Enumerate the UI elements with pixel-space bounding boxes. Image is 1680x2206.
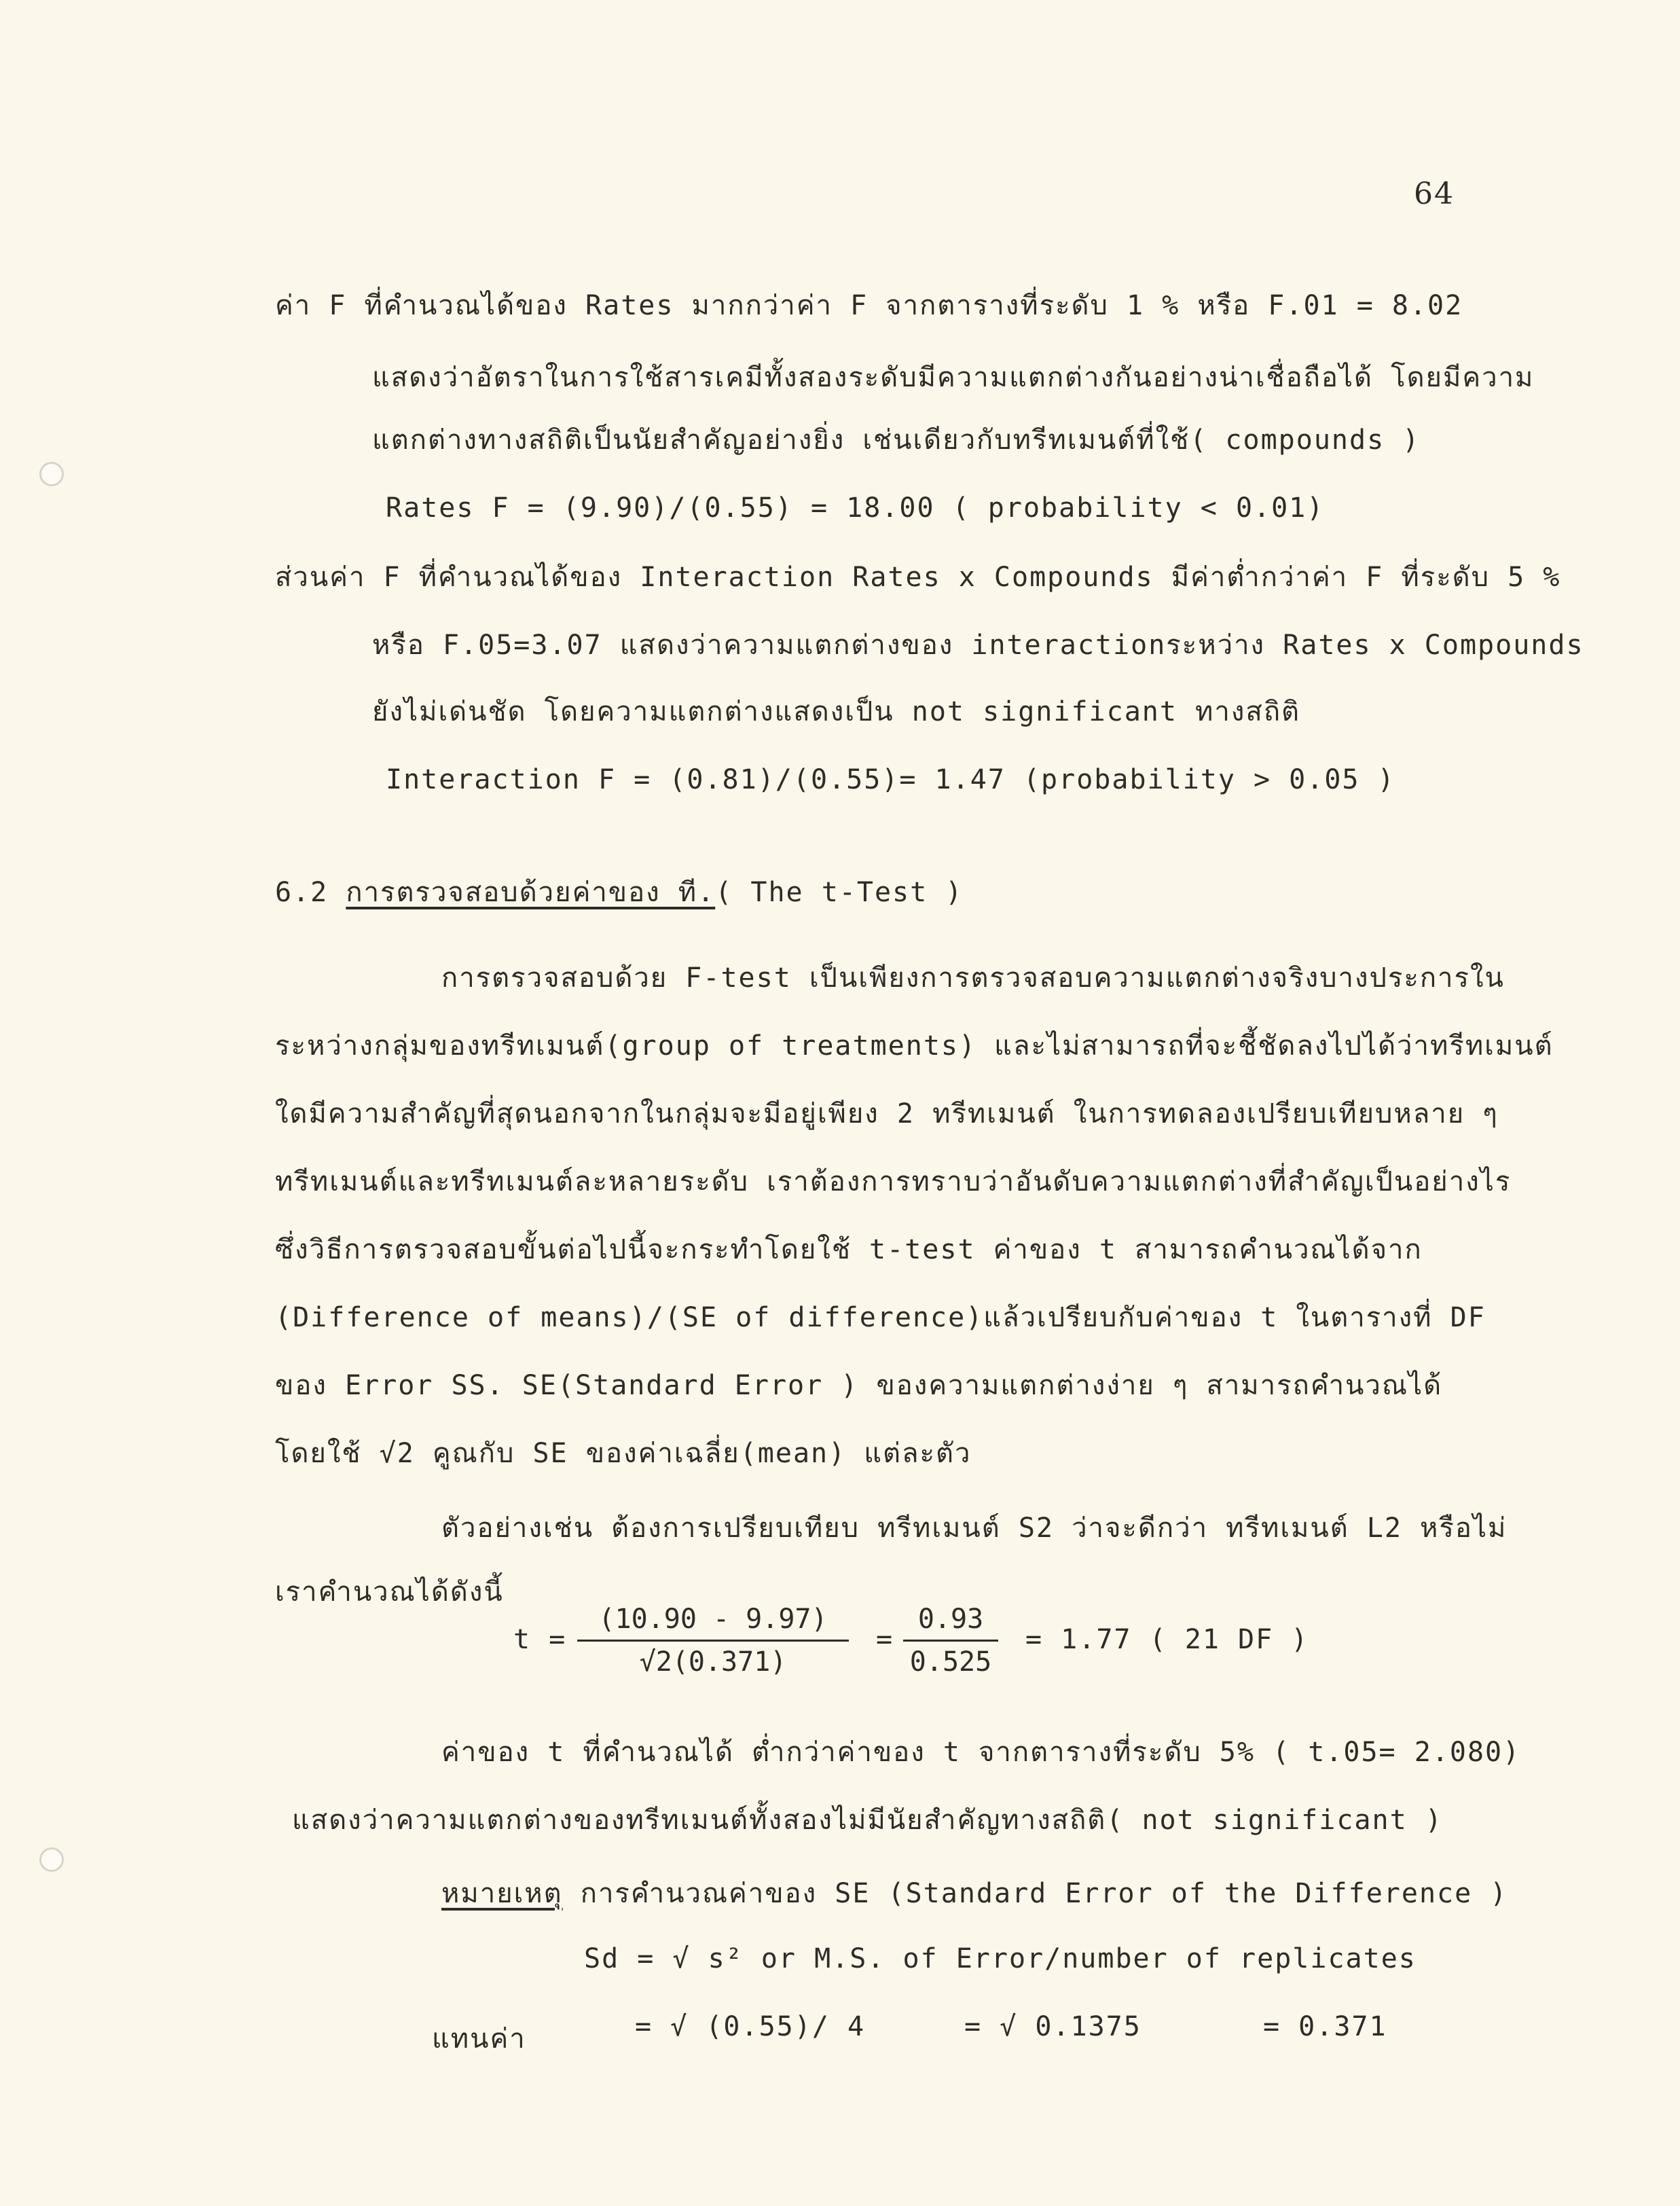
text-line: แสดงว่าอัตราในการใช้สารเคมีทั้งสองระดับมีความแตกต่างกันอย่างน่าเชื่อถือได้ โดยมีความ [372,362,1535,393]
hole-punch-mark [39,462,64,486]
equation-line: Rates F = (9.90)/(0.55) = 18.00 ( probability < 0.01) [386,492,1325,524]
text-line: ทรีทเมนต์และทรีทเมนต์ละหลายระดับ เราต้องการทราบว่าอันดับความแตกต่างที่สำคัญเป็นอย่างไร [275,1166,1512,1197]
text-line: ของ Error SS. SE(Standard Error ) ของความแตกต่างง่าย ๆ สามารถคำนวณได้ [275,1370,1443,1401]
substitute-expression: = √ (0.55)/ 4 [635,2011,866,2042]
text-line: เราคำนวณได้ดังนี้ [275,1576,504,1608]
t-fraction-2 [903,1603,998,1678]
note-line [441,1877,1508,1910]
fraction-denominator: 0.525 [909,1646,992,1678]
text-line: การตรวจสอบด้วย F-test เป็นเพียงการตรวจสอบความแตกต่างจริงบางประการใน [441,962,1505,994]
section-title: การตรวจสอบด้วยค่าของ ที. [346,877,716,908]
text-line: หรือ F.05=3.07 แสดงว่าความแตกต่างของ interactionระหว่าง Rates x Compounds [372,630,1584,661]
fraction-numerator: 0.93 [903,1603,998,1642]
text-line: แตกต่างทางสถิติเป็นนัยสำคัญอย่างยิ่ง เช่นเดียวกับทรีทเมนต์ที่ใช้( compounds ) [372,424,1421,456]
equation-line: Interaction F = (0.81)/(0.55)= 1.47 (probability > 0.05 ) [386,764,1395,795]
hole-punch-mark [39,1847,64,1872]
note-text: การคำนวณค่าของ SE (Standard Error of the Difference ) [580,1878,1508,1909]
fraction-numerator: (10.90 - 9.97) [577,1603,849,1642]
note-label: หมายเหตุ [441,1878,563,1909]
text-line: ยังไม่เด่นชัด โดยความแตกต่างแสดงเป็น not significant ทางสถิติ [372,696,1301,727]
t-fraction-1 [577,1603,849,1678]
section-title-english: ( The t-Test ) [715,877,964,908]
substitute-label: แทนค่า [432,2023,526,2055]
fraction-denominator: √2(0.371) [639,1646,787,1678]
text-line: ตัวอย่างเช่น ต้องการเปรียบเทียบ ทรีทเมนต์ S2 ว่าจะดีกว่า ทรีทเมนต์ L2 หรือไม่ [441,1513,1508,1544]
t-equation-result: = 1.77 ( 21 DF ) [1025,1624,1309,1655]
substitute-expression: = √ 0.1375 [964,2011,1142,2042]
text-line: ซึ่งวิธีการตรวจสอบขั้นต่อไปนี้จะกระทำโดยใช้ t-test ค่าของ t สามารถคำนวณได้จาก [275,1234,1423,1265]
t-equation-lhs: t = [513,1624,567,1655]
text-line: ส่วนค่า F ที่คำนวณได้ของ Interaction Rates x Compounds มีค่าต่ำกว่าค่า F ที่ระดับ 5 % [275,562,1561,593]
formula-sd: Sd = √ s² or M.S. of Error/number of replicates [584,1943,1417,1974]
text-line: ค่า F ที่คำนวณได้ของ Rates มากกว่าค่า F จากตารางที่ระดับ 1 % หรือ F.01 = 8.02 [275,290,1463,321]
text-line: แสดงว่าความแตกต่างของทรีทเมนต์ทั้งสองไม่มีนัยสำคัญทางสถิติ( not significant ) [292,1805,1443,1836]
substitute-result: = 0.371 [1263,2011,1387,2042]
text-line: ระหว่างกลุ่มของทรีทเมนต์(group of treatments) และไม่สามารถที่จะชี้ชัดลงไปได้ว่าทรีทเมนต์ [275,1030,1554,1062]
text-line: โดยใช้ √2 คูณกับ SE ของค่าเฉลี่ย(mean) แต่ละตัว [275,1438,972,1469]
text-line: (Difference of means)/(SE of difference)แล้วเปรียบกับค่าของ t ในตารางที่ DF [275,1302,1486,1333]
section-number: 6.2 [275,877,329,908]
t-equation-equals: = [876,1624,894,1655]
section-heading [275,876,963,909]
text-line: ใดมีความสำคัญที่สุดนอกจากในกลุ่มจะมีอยู่เพียง 2 ทรีทเมนต์ ในการทดลองเปรียบเทียบหลาย ๆ [275,1098,1499,1129]
text-line: ค่าของ t ที่คำนวณได้ ต่ำกว่าค่าของ t จากตารางที่ระดับ 5% ( t.05= 2.080) [441,1737,1521,1768]
page-number: 64 [1414,177,1455,211]
